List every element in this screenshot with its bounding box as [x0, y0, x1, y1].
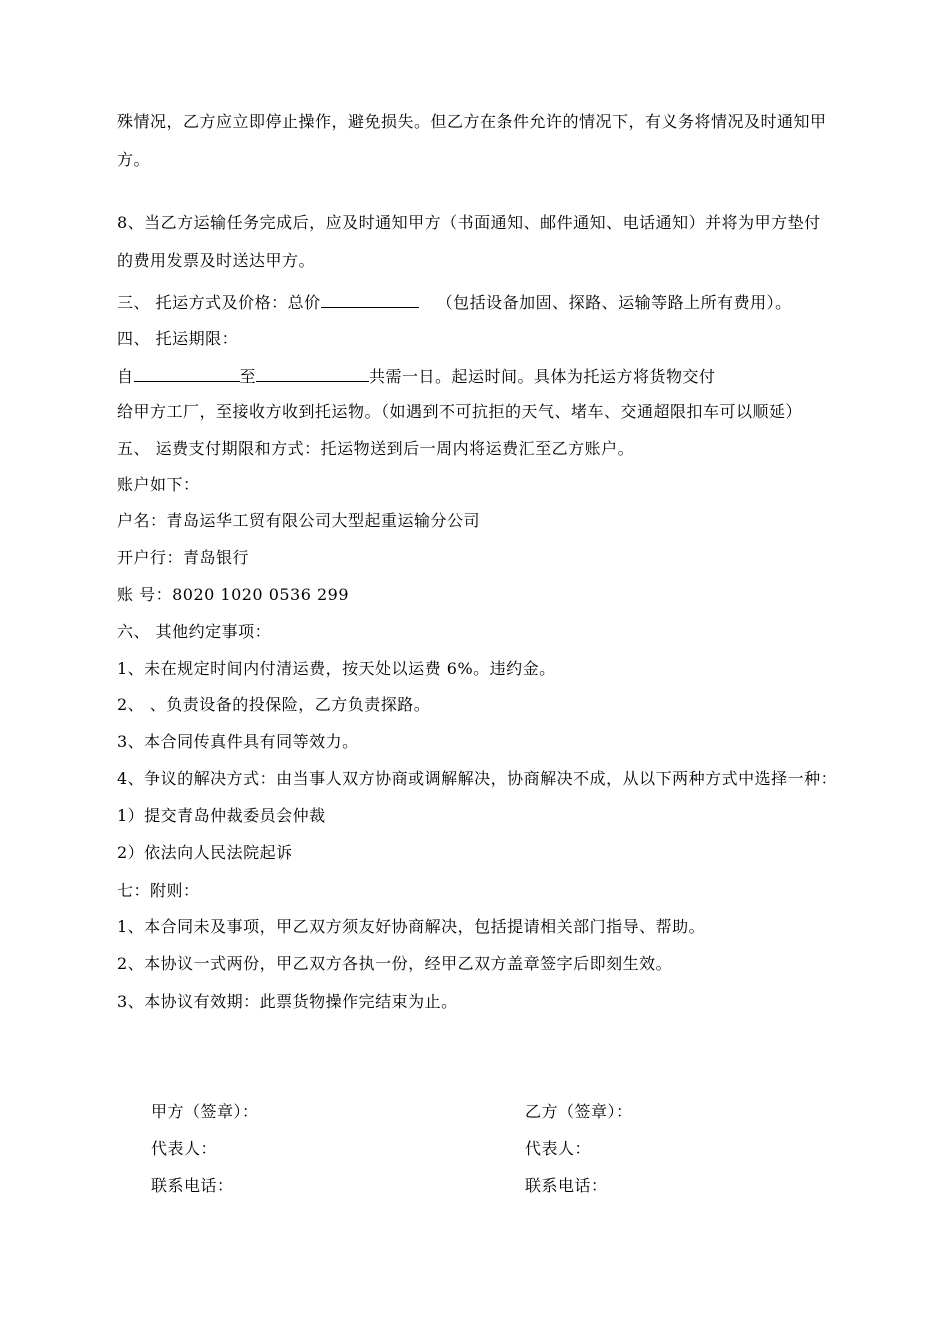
dispute-option: 2）依法向人民法院起诉 — [117, 843, 293, 862]
dispute-option: 1）提交青岛仲裁委员会仲裁 — [117, 806, 326, 825]
section-7-item: 2、本协议一式两份，甲乙双方各执一份，经甲乙双方盖章签字后即刻生效。 — [117, 954, 673, 973]
paragraph-line: 方。 — [117, 150, 151, 169]
section-3-label: 三、 托运方式及价格：总价 — [117, 293, 321, 312]
start-date-blank — [134, 365, 240, 382]
clause-8-line: 的费用发票及时送达甲方。 — [117, 251, 316, 270]
party-b-rep-label: 代表人： — [525, 1139, 592, 1158]
clause-8-line: 8、当乙方运输任务完成后，应及时通知甲方（书面通知、邮件通知、电话通知）并将为甲方垫付 — [117, 213, 821, 232]
section-4-heading: 四、 托运期限： — [117, 329, 239, 348]
section-3-note: （包括设备加固、探路、运输等路上所有费用）。 — [436, 293, 792, 312]
end-date-blank — [256, 365, 369, 382]
section-5-heading: 五、 运费支付期限和方式：托运物送到后一周内将运费汇至乙方账户。 — [117, 439, 635, 458]
paragraph-line: 殊情况，乙方应立即停止操作，避免损失。但乙方在条件允许的情况下，有义务将情况及时通知甲 — [117, 112, 827, 131]
account-number: 账 号：8020 1020 0536 299 — [117, 585, 350, 604]
section-6-item: 2、 、负责设备的投保险，乙方负责探路。 — [117, 695, 431, 714]
section-7-heading: 七：附则： — [117, 881, 200, 900]
party-a-seal-label: 甲方（签章）： — [151, 1102, 259, 1121]
section-3-line — [117, 291, 792, 314]
section-6-item: 1、未在规定时间内付清运费，按天处以运费 6%。违约金。 — [117, 659, 556, 678]
from-label: 自 — [117, 367, 134, 386]
to-label: 至 — [239, 367, 257, 386]
party-a-phone-label: 联系电话： — [151, 1176, 234, 1195]
section-4-line: 给甲方工厂，至接收方收到托运物。（如遇到不可抗拒的天气、堵车、交通超限扣车可以顺延） — [117, 402, 803, 421]
period-text: 共需一日。起运时间。具体为托运方将货物交付 — [369, 367, 716, 386]
party-b-phone-label: 联系电话： — [525, 1176, 608, 1195]
account-name: 户名：青岛运华工贸有限公司大型起重运输分公司 — [117, 511, 481, 530]
section-7-item: 3、本协议有效期：此票货物操作完结束为止。 — [117, 992, 458, 1011]
party-b-seal-label: 乙方（签章）： — [525, 1102, 633, 1121]
account-bank: 开户行：青岛银行 — [117, 548, 250, 567]
section-7-item: 1、本合同未及事项，甲乙双方须友好协商解决，包括提请相关部门指导、帮助。 — [117, 917, 706, 936]
section-6-item: 4、争议的解决方式：由当事人双方协商或调解解决，协商解决不成，从以下两种方式中选择一种： — [117, 769, 838, 788]
total-price-blank — [321, 291, 419, 308]
section-4-period-line — [117, 365, 716, 388]
section-6-heading: 六、 其他约定事项： — [117, 622, 272, 641]
section-6-item: 3、本合同传真件具有同等效力。 — [117, 732, 359, 751]
account-heading: 账户如下： — [117, 475, 200, 494]
party-a-rep-label: 代表人： — [151, 1139, 218, 1158]
